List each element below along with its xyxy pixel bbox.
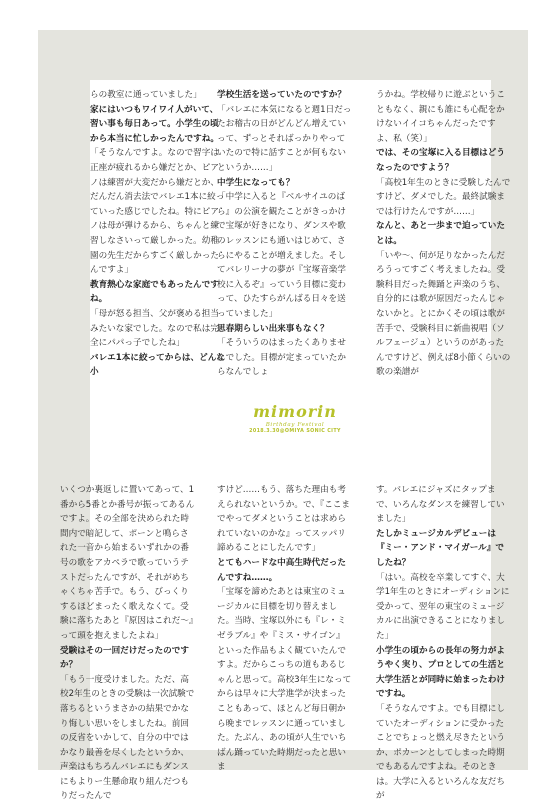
interview-answer: すけど……もう、落ちた理由も考えられないというか。で、『ここまでやってダメということは求められていないのかな』ってスッパリ諦めることにしたんです」 [217,485,351,554]
interview-question: 教育熱心な家庭でもあったんですね。 [90,279,219,305]
interview-answer: 「バレエに本気になると週1日だったお稽古の日がどんどん増えていって、ずっとそればっかりやっていたので特に話すことが何もないというか……」 [217,104,352,173]
interview-question: バレエ1本に絞ってからは、どんな小 [90,352,225,378]
interview-answer: 「中学に入ると『ベルサイユのばら』の公演を観たことがきっかけで宝塚が好きになり、ダンスや歌のレッスンにも通いはじめて、さらにやることが増えました。そしてバレリーナの夢が『宝塚音楽学校に入るぞ』っていう目標に変わって、ひたすらがんばる日々を送っていました」 [217,192,346,319]
interview-question: 学校生活を送っていたのですか？ [217,90,346,100]
interview-question: では、その宝塚に入る目標はどうなったのですよう？ [376,148,505,173]
top-column-3 [376,88,512,378]
logo-subtitle: Birthday Festival [265,422,325,428]
interview-question: 家にはいつもワイワイ人がいて、習い事も毎日あって。小学生の頃から本当に忙しかったんですね。 [90,104,219,144]
bottom-column-2 [217,483,353,773]
interview-question: 受験はその一回だけだったのですか？ [60,645,189,671]
interview-answer: 「そうなんですよ。なので習字は正座が疲れるから嫌だとか、ピアノは練習が大変だから嫌だとか、だんだん消去法でバレエ1本に絞っていった感じでしたね。特にピアノは母が弾けるから、ちゃんと練習しなさいって厳しかった。幼稚園の先生だからすごく厳しかったんですよ」 [90,148,225,276]
interview-answer: うかね。学校帰りに遊ぶということもなく、親にも誰にも心配をかけないイイコちゃんだったですよ、私（笑）」 [376,90,505,144]
event-logo [240,402,350,434]
interview-answer: す。バレエにジャズにタップまで、いろんなダンスを練習していました」 [376,485,505,525]
decorative-frame-top [38,30,528,80]
logo-date-venue: 2018.3.30@OMIYA SONIC CITY [249,429,341,434]
bottom-column-1 [60,483,196,802]
interview-answer: 「宝塚を諦めたあとは東宝のミュージカルに目標を切り替えました。当時、宝塚以外にも『レ・ミゼラブル』や『ミス・サイゴン』といった作品もよく観ていたんですよ。だからこっちの道もあるじゃんと思って。高校3年生になってからは早々に大学進学が決まったこともあって、ほとんど毎日朝から晩までレッスンに通っていました。たぶん、あの頃が人生でいちばん踊っていた時期だったと思いま [217,587,352,773]
interview-answer: 「そうなんですよ。でも目標にしていたオーディションに受かったことでちょっと燃え尽きたというか、ポカーンとしてしまった時期でもあるんですよね。そのときは。大学に入るといろんな友だちが [376,703,505,802]
logo-title: mimorin [253,402,337,421]
interview-answer: 「そういうのはまったくありませんでした。目標が定まっていたからなんでしょ [217,338,346,378]
top-column-2 [217,88,353,378]
interview-question: 中学生になっても？ [217,177,295,188]
interview-answer: 「高校1年生のときに受験したんですけど、ダメでした。最終試験までは行けたんですが……」 [376,177,511,217]
interview-answer: 「母が怒る担当、父が褒める担当みたいな家でした。なので私は完全にパパっ子でしたね」 [90,308,219,349]
interview-answer: らの教室に通っていました」 [90,90,202,100]
top-column-1 [90,88,226,378]
interview-answer: いくつか裏返しに置いてあって、1番から5番とか番号が振ってあるんですよ。その全部を決められた時間内で暗記して、ポーンと鳴らされた一音から始まるいずれかの番号の歌をアカペラで歌っていうテストだったんですが、それがめちゃくちゃ苦手で。もう、びっくりするほどまったく歌えなくて。受験に落ちたあと『原因はこれだ～』って頭を抱えましたよね」 [60,485,195,641]
bottom-column-3 [376,483,512,802]
interview-question: 思春期らしい出来事もなく？ [217,323,329,334]
interview-answer: 「もう一度受けました。ただ、高校2年生のときの受験は一次試験で落ちるというまさかの結果でかなり悔しい思いをしましたね。前回の反省をいかして、自分の中ではかなり最善を尽くしたというか、声楽はもちろんバレエにもダンスにもよりー生懸命取り組んだつもりだったんで [60,674,195,802]
interview-question: 小学生の頃からの長年の努力がようやく実り、プロとしての生活と大学生活とが同時に始まったわけですね。 [376,645,505,700]
interview-question: たしかミュージカルデビューは『ミー・アンド・マイガール』でしたね？ [376,528,504,568]
interview-question: とてもハードな中高生時代だったんですね……。 [217,557,346,583]
interview-answer: 「はい。高校を卒業してすぐ、大学1年生のときにオーディションに受かって、翌年の東宝のミュージカルに出演できることになりました」 [376,572,510,641]
interview-answer: 「いや～、何が足りなかったんだろうってすごく考えましたね。受験科目だった舞踊と声楽のうち、自分的には歌が原因だったんじゃないかと。とにかくその頃は歌が苦手で、受験科目に新曲視唱（ソルフェージュ）というのがあったんですけど、例えば8小節くらいの歌の楽譜が [376,250,511,378]
interview-question: なんと、あと一歩まで迫っていたとは。 [376,221,505,246]
